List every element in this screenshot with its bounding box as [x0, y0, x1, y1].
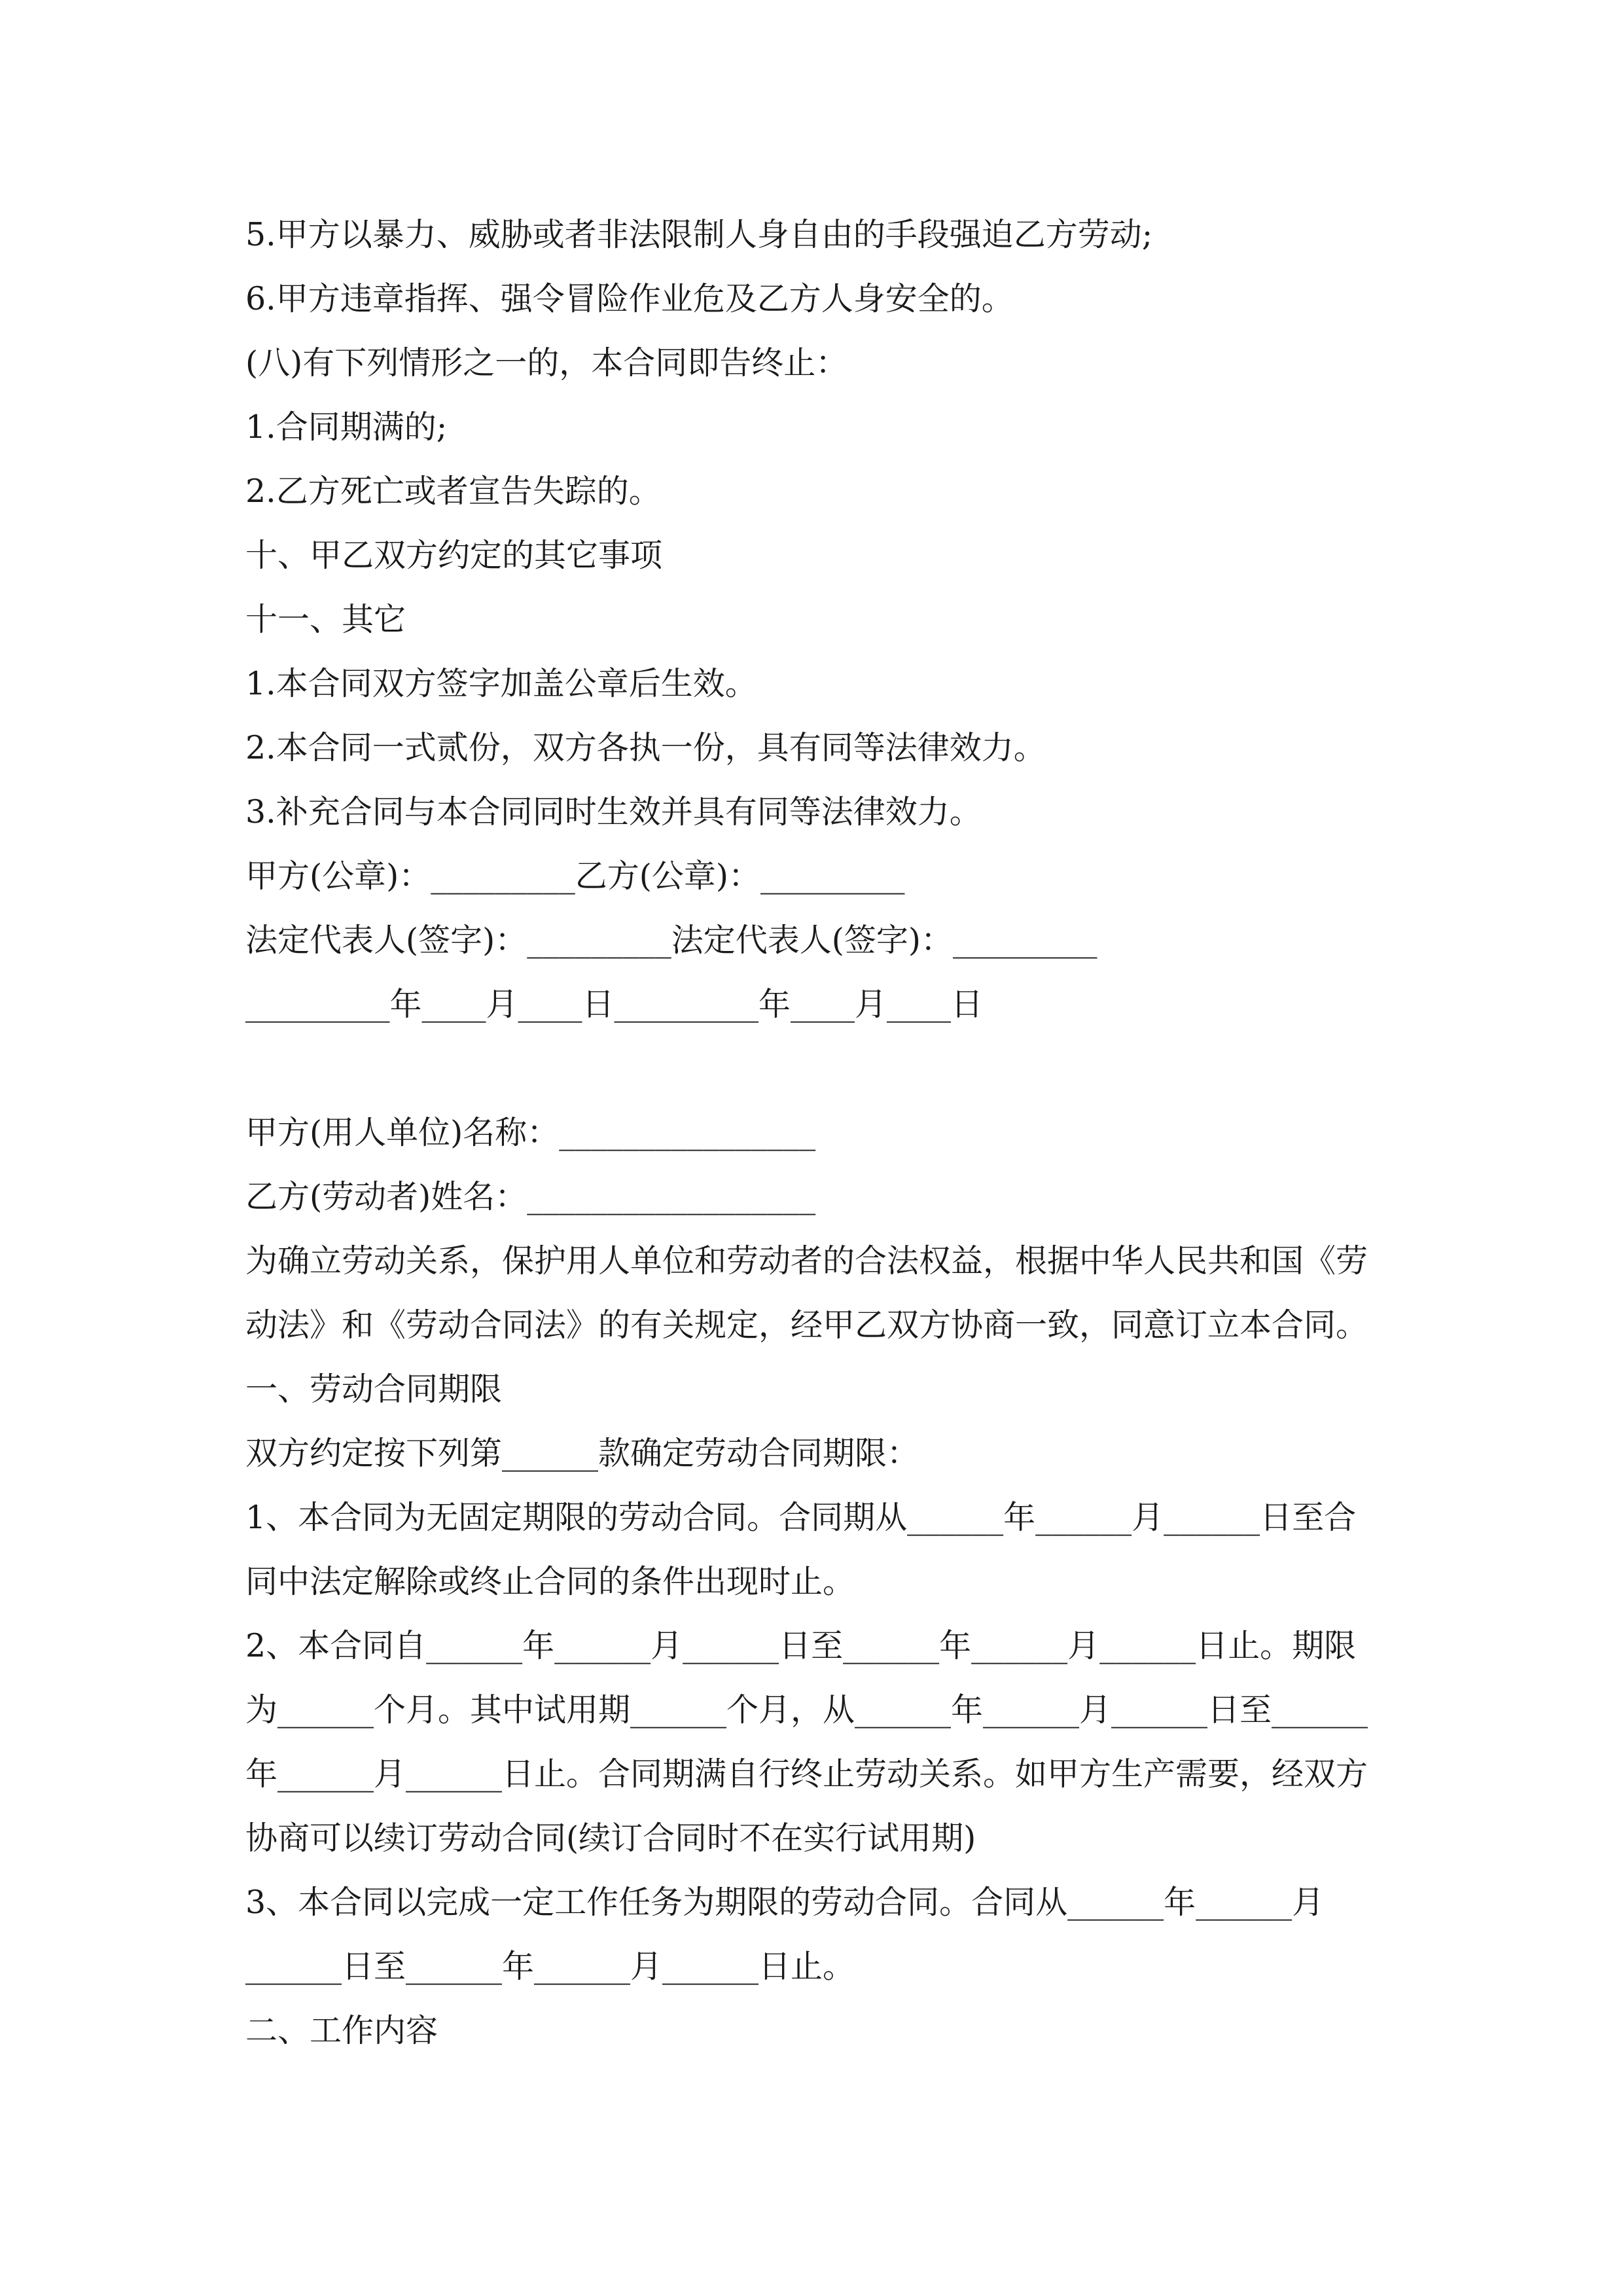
text-line: 2.乙方死亡或者宣告失踪的。: [245, 473, 661, 510]
text-line: 同中法定解除或终止合同的条件出现时止。: [245, 1563, 855, 1600]
text-line: 协商可以续订劳动合同(续订合同时不在实行试用期): [245, 1820, 976, 1857]
text-line: 6.甲方违章指挥、强令冒险作业危及乙方人身安全的。: [245, 280, 1014, 317]
party-a-name-field: 甲方(用人单位)名称：________________: [245, 1114, 816, 1151]
text-line: 动法》和《劳动合同法》的有关规定，经甲乙双方协商一致，同意订立本合同。: [245, 1306, 1368, 1344]
text-line: (八)有下列情形之一的，本合同即告终止：: [245, 344, 848, 382]
party-b-name-field: 乙方(劳动者)姓名：__________________: [245, 1178, 816, 1215]
section-heading: 一、劳动合同期限: [245, 1371, 503, 1408]
text-line: 3、本合同以完成一定工作任务为期限的劳动合同。合同从______年______月: [245, 1884, 1325, 1921]
blank-line: [245, 1037, 1423, 1101]
document-body: [245, 203, 1423, 2063]
section-heading: 十一、其它: [245, 601, 406, 638]
text-line: 为______个月。其中试用期______个月，从______年______月______日至______: [245, 1691, 1368, 1729]
date-line: _________年____月____日_________年____月____日: [245, 986, 983, 1023]
text-line: 3.补充合同与本合同同时生效并具有同等法律效力。: [245, 793, 982, 831]
text-line: 2、本合同自______年______月______日至______年______月______日止。期限: [245, 1627, 1357, 1664]
text-line: 1、本合同为无固定期限的劳动合同。合同期从______年______月______日至合: [245, 1499, 1357, 1536]
text-line: 2.本合同一式贰份，双方各执一份，具有同等法律效力。: [245, 729, 1046, 766]
text-line: 为确立劳动关系，保护用人单位和劳动者的合法权益，根据中华人民共和国《劳: [245, 1242, 1368, 1280]
text-line: 1.本合同双方签字加盖公章后生效。: [245, 665, 757, 702]
text-line: 1.合同期满的;: [245, 408, 448, 446]
section-heading: 二、工作内容: [245, 2012, 438, 2049]
text-line: 5.甲方以暴力、威胁或者非法限制人身自由的手段强迫乙方劳动;: [245, 216, 1153, 253]
text-line: ______日至______年______月______日止。: [245, 1948, 855, 1985]
section-heading: 十、甲乙双方约定的其它事项: [245, 537, 663, 574]
signature-line: 甲方(公章)：_________乙方(公章)：_________: [245, 857, 905, 895]
text-line: 双方约定按下列第______款确定劳动合同期限：: [245, 1435, 919, 1472]
text-line: 年______月______日止。合同期满自行终止劳动关系。如甲方生产需要，经双方: [245, 1755, 1368, 1793]
signature-line: 法定代表人(签字)：_________法定代表人(签字)：_________: [245, 922, 1097, 959]
